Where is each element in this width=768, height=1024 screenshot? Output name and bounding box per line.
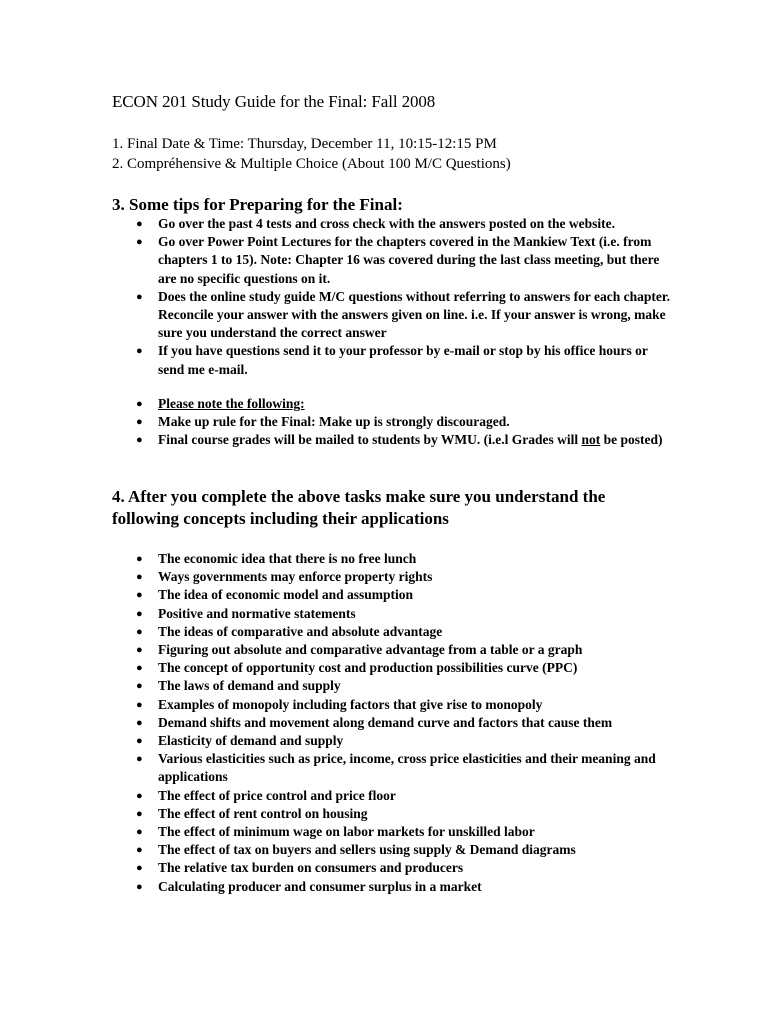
list-item bbox=[112, 841, 672, 859]
bullet-icon: ● bbox=[136, 607, 143, 620]
list-item bbox=[112, 805, 672, 823]
notes-heading: Please note the following: bbox=[158, 396, 305, 411]
list-item bbox=[112, 787, 672, 805]
concept-text: The concept of opportunity cost and production possibilities curve (PPC) bbox=[158, 660, 578, 676]
concept-text: Elasticity of demand and supply bbox=[158, 733, 344, 749]
bullet-icon: ● bbox=[136, 698, 143, 711]
bullet-icon: ● bbox=[136, 716, 143, 729]
concept-text: The laws of demand and supply bbox=[158, 678, 341, 694]
list-item: ● Go over the past 4 tests and cross check with the answers posted on the website. bbox=[112, 215, 672, 233]
bullet-icon: ● bbox=[136, 625, 143, 638]
concept-text: The effect of price control and price floor bbox=[158, 787, 396, 803]
list-item bbox=[112, 623, 672, 641]
concept-text: The economic idea that there is no free lunch bbox=[158, 551, 417, 566]
list-item bbox=[112, 714, 672, 732]
list-item bbox=[112, 696, 672, 714]
bullet-icon: ● bbox=[136, 844, 143, 857]
list-item bbox=[112, 605, 672, 623]
bullet-icon: ● bbox=[136, 644, 143, 657]
list-item: ● Final course grades will be mailed to students by WMU. (i.e.l Grades will not be posted) bbox=[112, 431, 672, 449]
concept-text: Calculating producer and consumer surplus in a market bbox=[158, 878, 482, 894]
concept-text: Positive and normative statements bbox=[158, 605, 356, 621]
concepts-heading: 4. After you complete the above tasks make sure you understand the following concepts including their applications bbox=[112, 487, 606, 528]
bullet-icon: ● bbox=[136, 589, 143, 602]
document-title: ECON 201 Study Guide for the Final: Fall 2008 bbox=[112, 92, 436, 111]
bullet-icon: ● bbox=[136, 571, 143, 584]
concept-text: The idea of economic model and assumption bbox=[158, 587, 414, 603]
list-item bbox=[112, 878, 672, 896]
list-item bbox=[112, 750, 672, 786]
list-item bbox=[112, 586, 672, 604]
bullet-icon: ● bbox=[136, 807, 143, 820]
bullet-icon: ● bbox=[136, 218, 143, 230]
bullet-icon: ● bbox=[136, 880, 143, 893]
final-date-time: 1. Final Date & Time: Thursday, December 11, 10:15-12:15 PM bbox=[112, 136, 497, 152]
bullet-icon: ● bbox=[136, 553, 143, 565]
list-item bbox=[112, 659, 672, 677]
list-item: ● If you have questions send it to your professor by e-mail or stop by his office hours or send me e-mail. bbox=[136, 343, 648, 377]
concepts-list bbox=[112, 550, 672, 896]
bullet-icon: ● bbox=[136, 434, 143, 447]
not-emphasis: not bbox=[581, 432, 601, 448]
concept-text: The effect of tax on buyers and sellers using supply & Demand diagrams bbox=[158, 842, 576, 858]
concept-text: Demand shifts and movement along demand curve and factors that cause them bbox=[158, 714, 613, 730]
bullet-icon: ● bbox=[136, 862, 143, 875]
list-item bbox=[112, 641, 672, 659]
makeup-rule: Make up rule for the Final: Make up is strongly discouraged. bbox=[158, 414, 510, 430]
tips-list bbox=[112, 215, 672, 379]
exam-format: 2. Compréhensive & Multiple Choice (About 100 M/C Questions) bbox=[112, 156, 511, 172]
bullet-icon: ● bbox=[136, 680, 143, 693]
list-item bbox=[112, 732, 672, 750]
list-item bbox=[112, 677, 672, 695]
concept-text: The effect of rent control on housing bbox=[158, 805, 368, 821]
concept-text: The ideas of comparative and absolute advantage bbox=[158, 623, 443, 639]
bullet-icon: ● bbox=[136, 345, 143, 358]
concept-text: The effect of minimum wage on labor markets for unskilled labor bbox=[158, 824, 535, 840]
bullet-icon: ● bbox=[136, 735, 143, 748]
list-item bbox=[112, 568, 672, 586]
bullet-icon: ● bbox=[136, 236, 143, 249]
bullet-icon: ● bbox=[136, 753, 143, 766]
list-item: ● Go over Power Point Lectures for the chapters covered in the Mankiew Text (i.e. from chapters 1 to 15). Note: Chapter 16 was covered during the last class meeting, but there are no specific questions on it. bbox=[136, 234, 660, 286]
bullet-icon: ● bbox=[136, 398, 143, 410]
concept-text: Various elasticities such as price, income, cross price elasticities and their meaning and applications bbox=[158, 751, 656, 785]
bullet-icon: ● bbox=[136, 826, 143, 839]
notes-list bbox=[112, 395, 672, 450]
concept-text: Ways governments may enforce property rights bbox=[158, 569, 433, 585]
list-item bbox=[112, 859, 672, 877]
list-item bbox=[112, 413, 672, 431]
tips-heading: 3. Some tips for Preparing for the Final: bbox=[112, 195, 403, 214]
list-item: ● Does the online study guide M/C questions without referring to answers for each chapter. Reconcile your answer with the answers given on line. i.e. If your answer is wrong, make sure you understand the correct answer bbox=[136, 288, 670, 341]
bullet-icon: ● bbox=[136, 662, 143, 675]
concept-text: The relative tax burden on consumers and producers bbox=[158, 860, 464, 876]
bullet-icon: ● bbox=[136, 789, 143, 802]
bullet-icon: ● bbox=[136, 416, 143, 429]
concept-text: Figuring out absolute and comparative advantage from a table or a graph bbox=[158, 642, 583, 658]
list-item bbox=[112, 395, 672, 413]
bullet-icon: ● bbox=[136, 290, 143, 303]
concept-text: Examples of monopoly including factors that give rise to monopoly bbox=[158, 696, 543, 712]
list-item bbox=[112, 823, 672, 841]
list-item bbox=[112, 550, 672, 568]
